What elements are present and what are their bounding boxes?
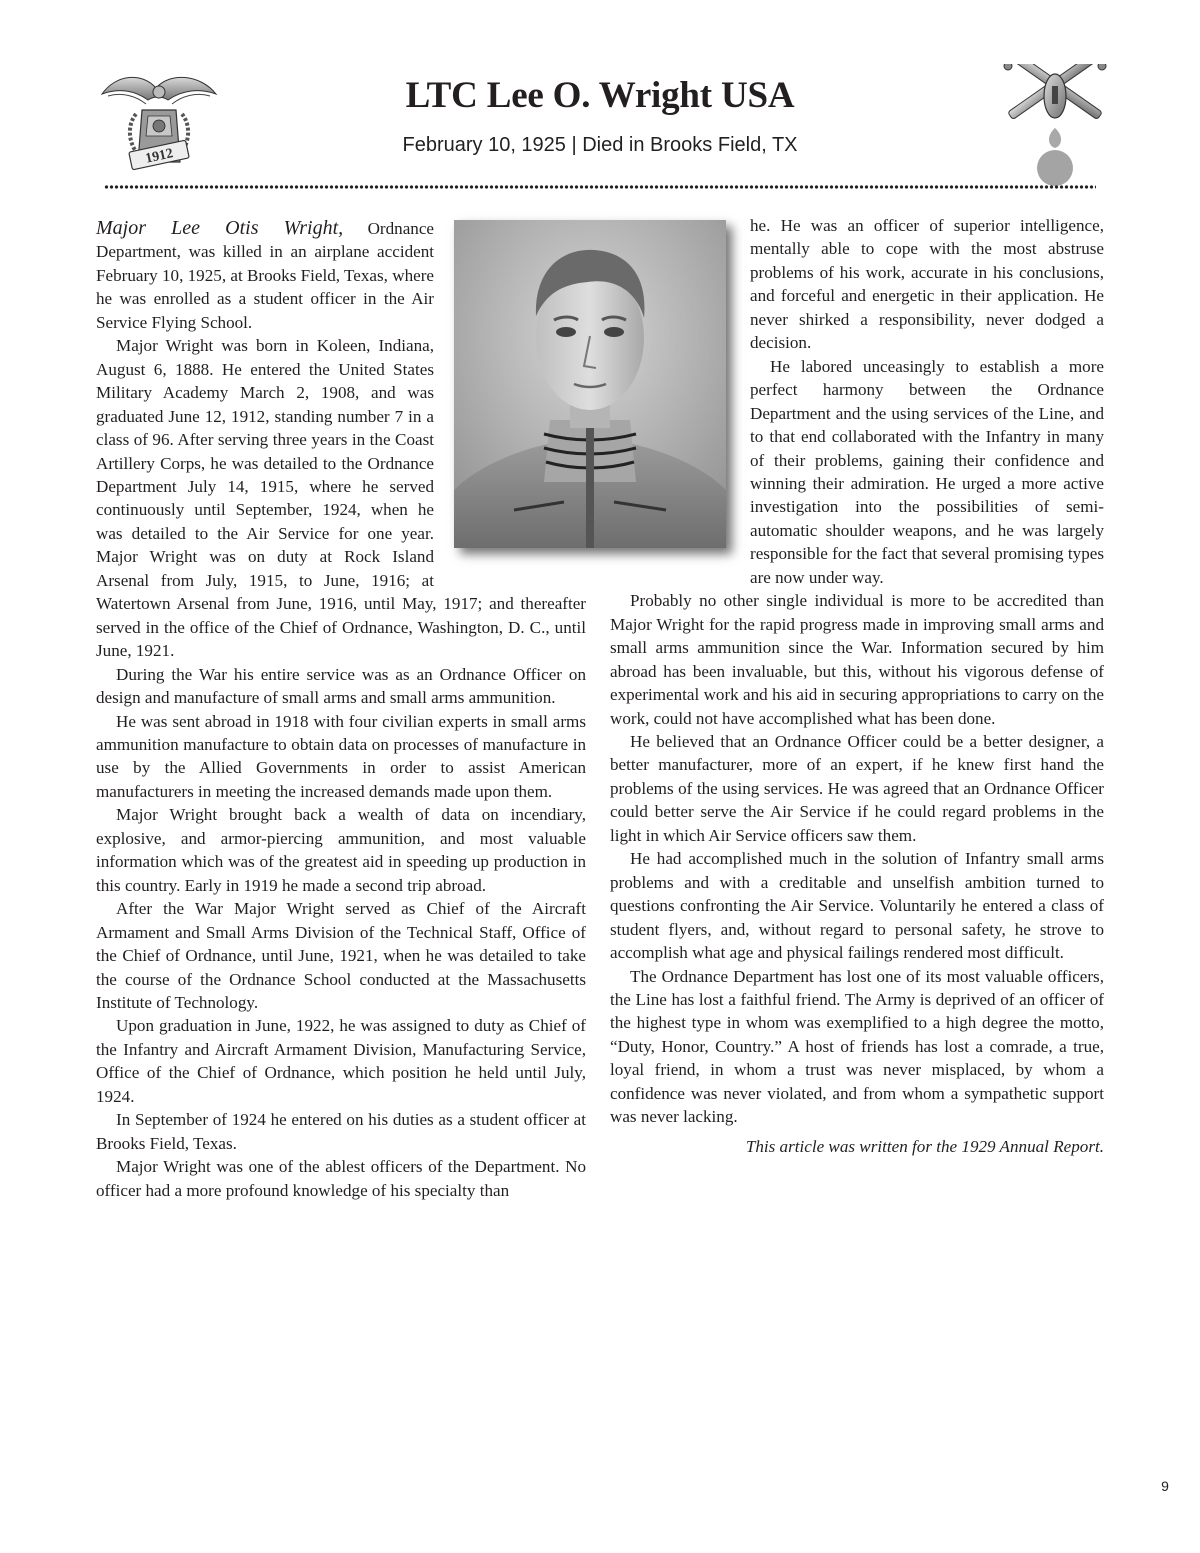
article-paragraph: Upon graduation in June, 1922, he was assigned to duty as Chief of the Infantry and Aircraft Armament Division, Manufacturing Service, Office of the Chief of Ordnance, which position he held until July, 1924.	[96, 1016, 586, 1106]
page-title: LTC Lee O. Wright USA	[405, 75, 795, 116]
article-paragraph: He believed that an Ordnance Officer could be a better designer, a better manufacturer, more of an expert, if he knew first hand the problems of the using services. He was agreed that an Ordnance Officer could better serve the Air Service if he could regard problems in the light in which Air Service officers saw them.	[610, 731, 1104, 845]
article-paragraph: He had accomplished much in the solution of Infantry small arms problems and with a creditable and unselfish ambition turned to questions confronting the Air Service. Voluntarily he entered a class of student flyers, and, without regard to personal safety, he strove to accomplish what age and physical failings rendered most difficult.	[610, 849, 1104, 963]
article-paragraph: he. He was an officer of superior intelligence, mentally able to cope with the most abstruse problems of his work, accurate in his conclusions, and forceful and energetic in their application. He never shirked a responsibility, never dodged a decision.	[750, 216, 1104, 353]
article-paragraph: After the War Major Wright served as Chief of the Aircraft Armament and Small Arms Division of the Technical Staff, Office of the Chief of Ordnance, until June, 1921, when he was detailed to take the course of the Ordnance School conducted at the Massachusetts Institute of Technology.	[96, 899, 586, 1012]
ordnance-branch-insignia-icon	[998, 64, 1112, 188]
article-column-left	[96, 217, 586, 1202]
article-paragraph: In September of 1924 he entered on his duties as a student officer at Brooks Field, Texas.	[96, 1110, 586, 1153]
crest-year-text: 1912	[144, 146, 175, 167]
article-column-right	[610, 214, 1104, 1158]
page-subtitle: February 10, 1925 | Died in Brooks Field, TX	[402, 134, 798, 156]
paragraph-text: Ordnance Department, was killed in an airplane accident February 10, 1925, at Brooks Field, Texas, where he was enrolled as a student officer in the Air Service Flying School.	[96, 219, 435, 332]
article-paragraph: He labored unceasingly to establish a more perfect harmony between the Ordnance Department and the using services of the Line, and to that end collaborated with the Infantry in many of their problems, gaining their confidence and winning their admiration. He urged a more active investigation into the possibilities of semi-automatic shoulder weapons, and he was largely responsible for the fact that several promising types are now under way.	[750, 356, 1104, 587]
subject-name: Major Lee Otis Wright,	[96, 217, 344, 239]
article-paragraph: During the War his entire service was as an Ordnance Officer on design and manufacture of small arms and small arms ammunition.	[96, 664, 586, 708]
article-paragraph: The Ordnance Department has lost one of its most valuable officers, the Line has lost a faithful friend. The Army is deprived of an officer of the highest type in whom was exemplified to a high degree the motto, “Duty, Honor, Country.” A host of friends has lost a comrade, a true, loyal friend, in whom a trust was never misplaced, by whom a confidence was never violated, and from whom a sympathetic support was never lacking.	[610, 966, 1104, 1127]
article-paragraph: He was sent abroad in 1918 with four civilian experts in small arms ammunition manufacture to obtain data on processes of manufacture in use by the Allied Governments in order to assist American manufacturers in meeting the increased demands made upon them.	[96, 711, 586, 801]
article-paragraph: Probably no other single individual is more to be accredited than Major Wright for the rapid progress made in improving small arms and small arms ammunition since the War. Information secured by him abroad has been invaluable, but this, without his vigorous defense of experimental work and his aid in securing appropriations to carry on the work, could not have accomplished what has been done.	[610, 591, 1104, 728]
page-number: 9	[1161, 1478, 1169, 1494]
article-paragraph: Major Wright brought back a wealth of data on incendiary, explosive, and armor-piercing ammunition, and most valuable information which was of the greatest aid in speeding up production in this country. Early in 1919 he made a second trip abroad.	[96, 805, 586, 895]
article-paragraph: Major Wright was born in Koleen, Indiana, August 6, 1888. He entered the United States Military Academy March 2, 1908, and was graduated June 12, 1912, standing number 7 in a class of 96. After serving three years in the Coast Artillery Corps, he was detailed to the Ordnance Department July 14, 1915, where he served continuously until September, 1924, when he was detailed to the Air Service for one year. Major Wright was on duty at Rock Island Arsenal from July, 1915, to June, 1916; at Watertown Arsenal from June, 1916, until May, 1917; and thereafter served in the office of the Chief of Ordnance, Washington, D. C., until June, 1921.	[96, 336, 586, 661]
dotted-divider	[104, 183, 1096, 191]
usma-class-1912-crest-icon	[96, 66, 222, 178]
article-source-note: This article was written for the 1929 Annual Report.	[745, 1136, 1104, 1156]
article-paragraph: Major Wright was one of the ablest officers of the Department. No officer had a more profound knowledge of his specialty than	[96, 1157, 586, 1200]
